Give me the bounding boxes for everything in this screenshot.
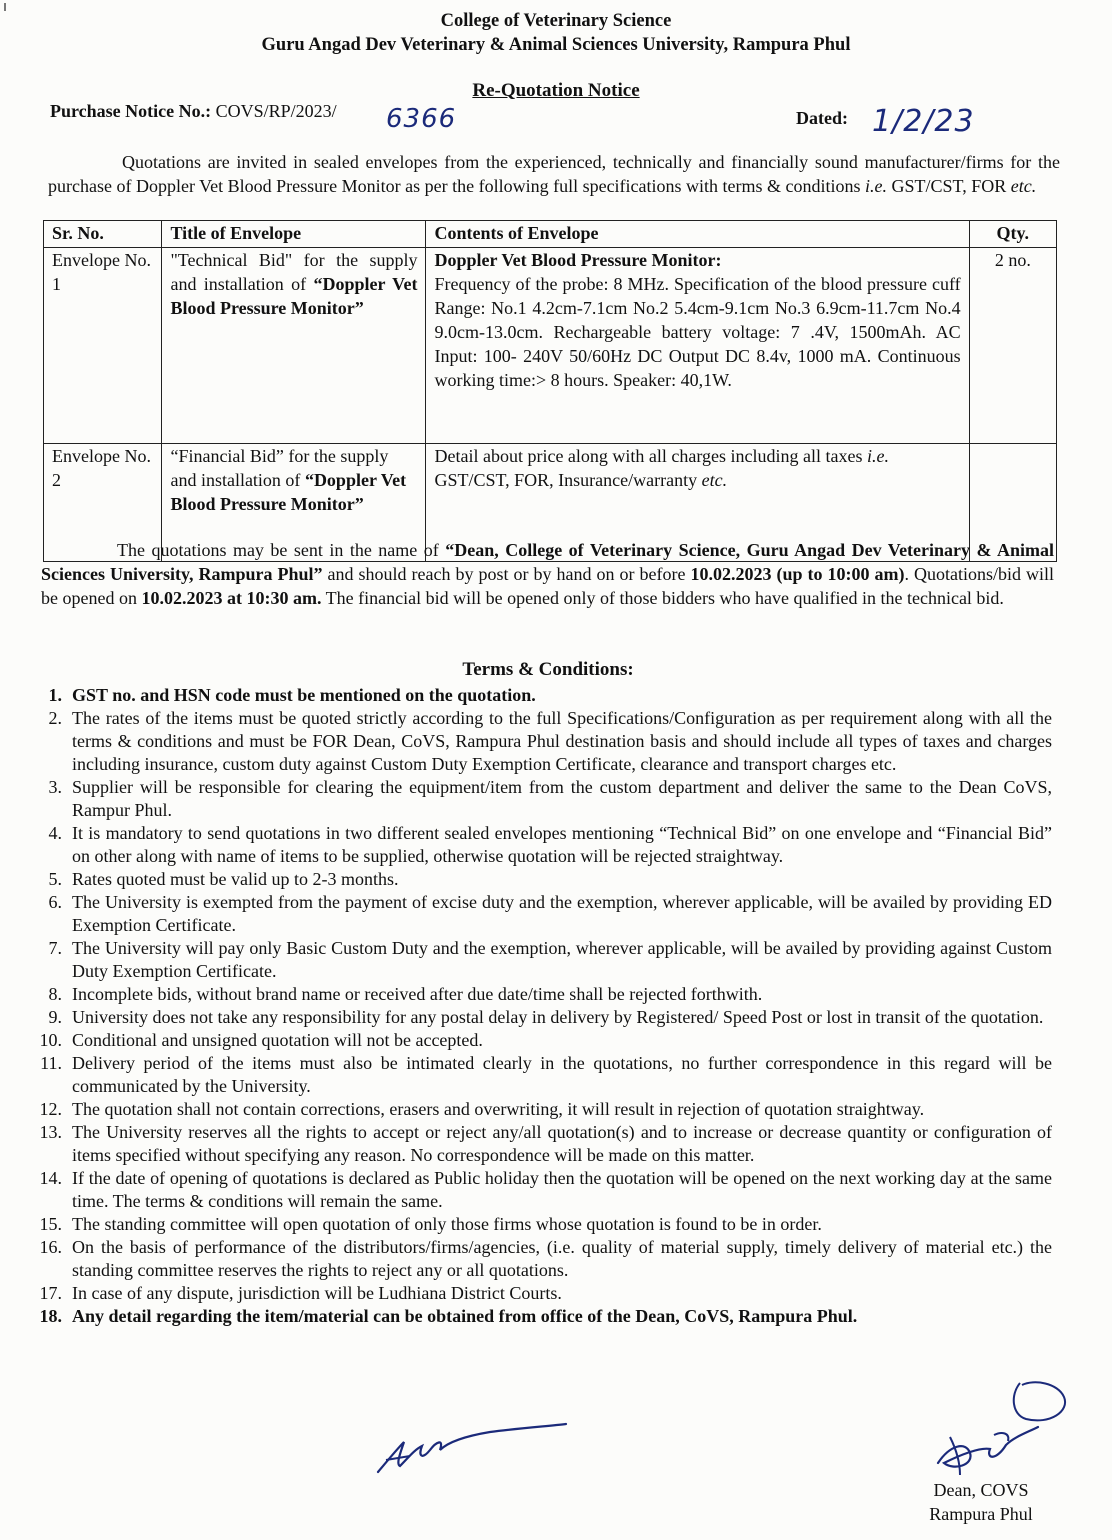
term-number: 1. [48,685,62,705]
list-item [38,1236,1052,1282]
term-text: Rates quoted must be valid up to 2-3 months. [72,869,399,889]
term-text: Conditional and unsigned quotation will not be accepted. [72,1030,483,1050]
list-item [38,822,1052,868]
term-text: In case of any dispute, jurisdiction will be Ludhiana District Courts. [72,1283,562,1303]
envelope-1-sr: Envelope No. 1 [44,248,162,444]
term-text: GST no. and HSN code must be mentioned on the quotation. [72,685,536,705]
term-number: 15. [39,1214,62,1234]
term-number: 2. [48,708,62,728]
purchase-notice-prefix: COVS/RP/2023/ [215,101,337,121]
term-number: 10. [39,1030,62,1050]
envelope-2-contents: Detail about price along with all charges including all taxes i.e. GST/CST, FOR, Insurance/warranty etc. [426,444,969,562]
term-number: 5. [48,869,62,889]
envelope-table [43,220,1057,562]
list-item [38,983,1052,1006]
purchase-notice-number [50,101,337,122]
term-text: The University is exempted from the payment of excise duty and the exemption, wherever applicable, will be availed by providing ED Exemption Certificate. [72,892,1052,935]
term-number: 13. [39,1122,62,1142]
term-number: 17. [39,1283,62,1303]
col-header-sr: Sr. No. [44,221,162,248]
col-header-title: Title of Envelope [162,221,426,248]
term-number: 18. [39,1306,62,1326]
list-item [38,1282,1052,1305]
envelope-1-qty: 2 no. [969,248,1056,444]
envelope-2-sr: Envelope No. 2 [44,444,162,562]
handwritten-date: 1/2/23 [872,104,975,139]
term-number: 16. [39,1237,62,1257]
list-item [38,1052,1052,1098]
col-header-qty: Qty. [969,221,1056,248]
term-number: 7. [48,938,62,958]
term-number: 11. [40,1053,62,1073]
term-number: 12. [39,1099,62,1119]
list-item [38,1305,1052,1328]
term-number: 9. [48,1007,62,1027]
list-item [38,1098,1052,1121]
submission-paragraph: The quotations may be sent in the name of “Dean, College of Veterinary Science, Guru Angad Dev Veterinary & Animal Sciences University, Rampura Phul” and should reach by post or by hand on or before 10.02.2023 (up to 10:00 am). Quotations/bid will be opened on 10.02.2023 at 10:30 am. The financial bid will be opened only of those bidders who have qualified in the technical bid. [41,540,1054,608]
intro-paragraph: Quotations are invited in sealed envelopes from the experienced, technically and financially sound manufacturer/firms for the purchase of Doppler Vet Blood Pressure Monitor as per the following full specifications with terms & conditions i.e. GST/CST, FOR etc. [48,152,1060,196]
handwritten-signature-dean [930,1375,1080,1480]
term-text: Supplier will be responsible for clearing the equipment/item from the custom department and deliver the same to the Dean CoVS, Rampur Phul. [72,777,1052,820]
list-item [38,1213,1052,1236]
term-text: The standing committee will open quotation of only those firms whose quotation is found to be in order. [72,1214,822,1234]
term-number: 8. [48,984,62,1004]
list-item [38,1006,1052,1029]
purchase-notice-label: Purchase Notice No.: [50,101,212,121]
dated-label: Dated: [796,108,848,128]
list-item [38,1121,1052,1167]
list-item [38,937,1052,983]
term-text: Incomplete bids, without brand name or received after due date/time shall be rejected forthwith. [72,984,763,1004]
term-text: If the date of opening of quotations is declared as Public holiday then the quotation will be opened on the next working day at the same time. The terms & conditions will remain the same. [72,1168,1052,1211]
list-item [38,707,1052,776]
terms-list [38,684,1052,1328]
list-item [38,776,1052,822]
term-text: The University reserves all the rights to accept or reject any/all quotation(s) and to increase or decrease quantity or configuration of items specified without specifying any reason. No correspondence will be made on this matter. [72,1122,1052,1165]
list-item [38,891,1052,937]
term-text: The quotation shall not contain corrections, erasers and overwriting, it will result in rejection of quotation straightway. [72,1099,925,1119]
envelope-1-title: "Technical Bid" for the supply and installation of “Doppler Vet Blood Pressure Monitor” [162,248,426,444]
term-text: The University will pay only Basic Custom Duty and the exemption, wherever applicable, will be availed by providing against Custom Duty Exemption Certificate. [72,938,1052,981]
table-row [44,248,1057,444]
list-item [38,1029,1052,1052]
term-number: 6. [48,892,62,912]
envelope-2-title: “Financial Bid” for the supply and installation of “Doppler Vet Blood Pressure Monitor” [162,444,426,562]
terms-title: Terms & Conditions: [462,659,634,680]
term-text: The rates of the items must be quoted strictly according to the full Specifications/Configuration as per requirement along with all the terms & conditions and must be FOR Dean, CoVS, Rampura Phul destination basis and should include all types of taxes and charges including insurance, custom duty against Custom Duty Exemption Certificate, clearance and transport charges etc. [72,708,1052,774]
table-header-row [44,221,1057,248]
university-name: Guru Angad Dev Veterinary & Animal Sciences University, Rampura Phul [261,35,851,55]
signatory-location: Rampura Phul [929,1504,1033,1524]
signatory-block [922,1478,1040,1526]
signatory-title: Dean, COVS [933,1480,1029,1500]
envelope-1-contents: Doppler Vet Blood Pressure Monitor: Frequency of the probe: 8 MHz. Specification of the blood pressure cuff Range: No.1 4.2cm-7.1cm No.2 5.4cm-9.1cm No.3 6.9cm-11.7cm No.4 9.0cm-13.0cm. Rechargeable battery voltage: 7 .4V, 1500mAh. AC Input: 100- 240V 50/60Hz DC Output DC 8.4v, 1000 mA. Continuous working time:> 8 hours. Speaker: 40,1W. [426,248,969,444]
list-item [38,868,1052,891]
term-text: Any detail regarding the item/material can be obtained from office of the Dean, CoVS, Rampura Phul. [72,1306,858,1326]
term-text: University does not take any responsibility for any postal delay in delivery by Registered/ Speed Post or lost in transit of the quotation. [72,1007,1044,1027]
term-text: It is mandatory to send quotations in two different sealed envelopes mentioning “Technical Bid” on one envelope and “Financial Bid” on other along with name of items to be supplied, otherwise quotation will be rejected straightway. [72,823,1052,866]
notice-title: Re-Quotation Notice [472,80,640,101]
term-number: 3. [48,777,62,797]
handwritten-notice-number: 6366 [386,104,457,134]
handwritten-signature-left [370,1420,570,1480]
term-text: Delivery period of the items must also be intimated clearly in the quotations, no further correspondence in this regard will be communicated by the University. [72,1053,1052,1096]
list-item [38,684,1052,707]
term-text: On the basis of performance of the distributors/firms/agencies, (i.e. quality of material supply, timely delivery of material etc.) the standing committee reserves the rights to reject any or all quotations. [72,1237,1052,1280]
term-number: 4. [48,823,62,843]
list-item [38,1167,1052,1213]
col-header-contents: Contents of Envelope [426,221,969,248]
term-number: 14. [39,1168,62,1188]
college-name: College of Veterinary Science [440,11,672,31]
